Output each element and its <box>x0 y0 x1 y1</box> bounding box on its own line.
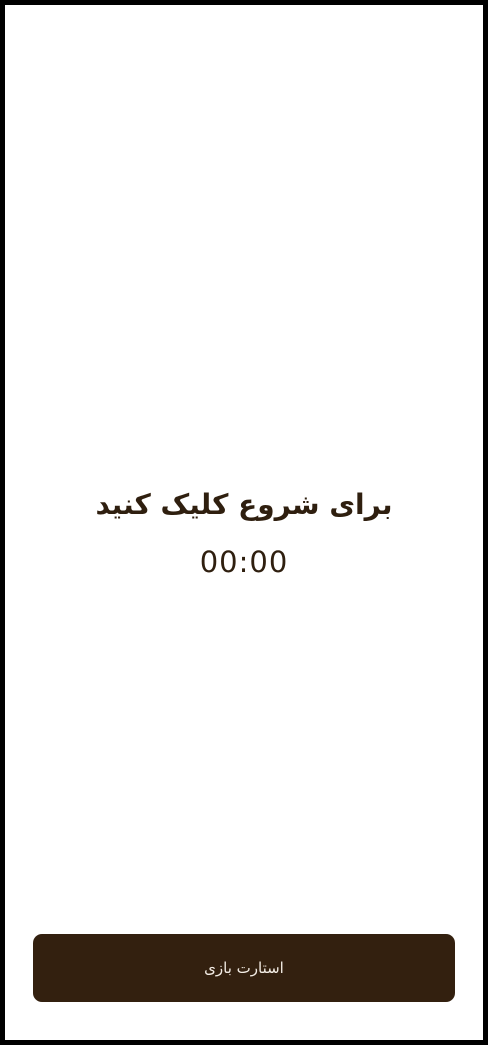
start-game-button[interactable]: استارت بازی <box>33 934 455 1002</box>
start-prompt: برای شروع کلیک کنید <box>95 488 393 521</box>
game-timer: 00:00 <box>199 545 289 579</box>
